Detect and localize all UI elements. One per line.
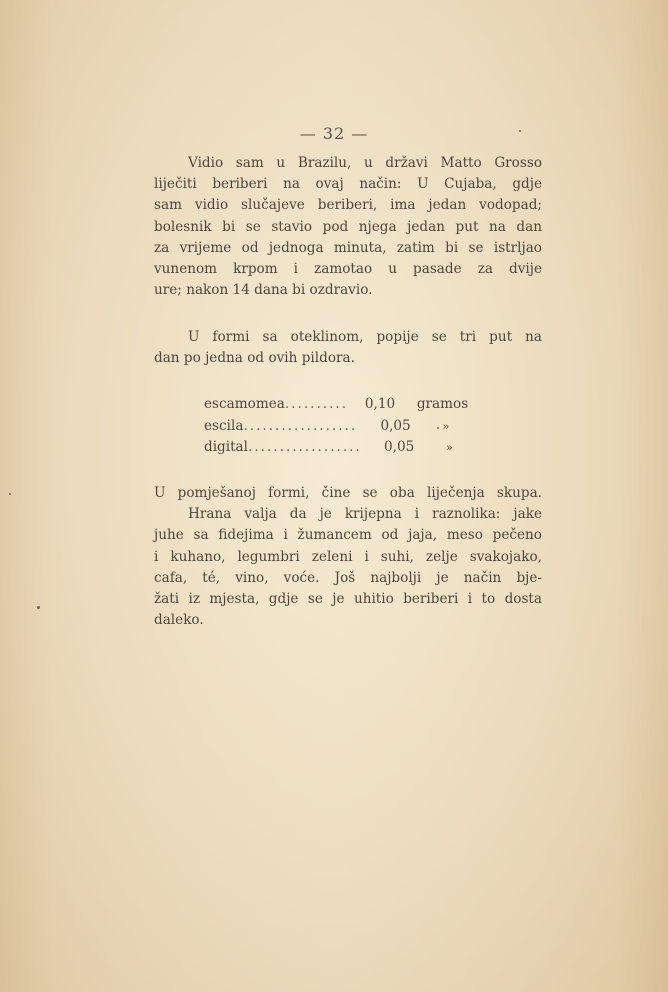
paragraph-2 (154, 327, 542, 369)
text-line: vunenom krpom i zamotao u pasade za dvije (154, 261, 542, 278)
paragraph-3 (154, 483, 542, 631)
leader-dots: .................. (248, 439, 362, 455)
text-line: za vrijeme od jednoga minuta, zatim bi se istrljao (154, 239, 542, 256)
prescription-row (204, 437, 504, 459)
leader-dots: .......... (284, 396, 349, 412)
text-line: liječiti beriberi na ovaj način: U Cujaba, gdje (154, 176, 542, 193)
text-line: Hrana valja da je krijepna i raznolika: jake (188, 506, 542, 523)
paper-speck (37, 606, 40, 609)
ditto-mark: » (442, 419, 450, 433)
prescription-list (204, 394, 504, 459)
paper-speck (9, 493, 11, 495)
ingredient-amount: 0,05 (380, 417, 411, 434)
text-line: žati iz mjesta, gdje se je uhitio beriberi i to dosta (154, 591, 542, 608)
prescription-row (204, 394, 504, 416)
leader-dots: .................. (243, 417, 358, 434)
text-line: i kuhano, legumbri zeleni i suhi, zelje svakojako, (154, 548, 542, 565)
paper-speck (437, 427, 439, 429)
page-number: — 32 — (299, 124, 369, 143)
ingredient-name: escila (204, 417, 244, 434)
text-line: bolesnik bi se stavio pod njega jedan put na dan (154, 218, 542, 235)
ditto-mark: » (446, 441, 453, 454)
text-line: U pomješanoj formi, čine se oba liječenja skupa. (154, 485, 542, 501)
text-line: U formi sa oteklinom, popije se tri put na (188, 329, 542, 345)
text-line: dan po jedna od ovih pildora. (154, 350, 355, 367)
text-line: juhe sa fidejima i žumancem od jaja, meso pečeno (154, 527, 542, 544)
ingredient-name: escamomea (204, 396, 285, 412)
ingredient-amount: 0,05 (384, 439, 415, 455)
text-line: cafa, té, vino, voće. Još najbolji je način bje- (154, 569, 542, 586)
prescription-row (204, 416, 504, 438)
text-line: Vidio sam u Brazilu, u državi Matto Grosso (188, 155, 542, 171)
ingredient-name: digital (204, 439, 249, 455)
text-line: ure; nakon 14 dana bi ozdravio. (154, 282, 373, 299)
ingredient-amount: 0,10 (364, 396, 396, 412)
paper-speck (519, 130, 521, 132)
paragraph-1 (154, 153, 542, 301)
text-line: sam vidio slučajeve beriberi, ima jedan vodopad; (154, 197, 542, 214)
ingredient-unit: gramos (416, 396, 469, 412)
text-line: daleko. (154, 612, 204, 629)
